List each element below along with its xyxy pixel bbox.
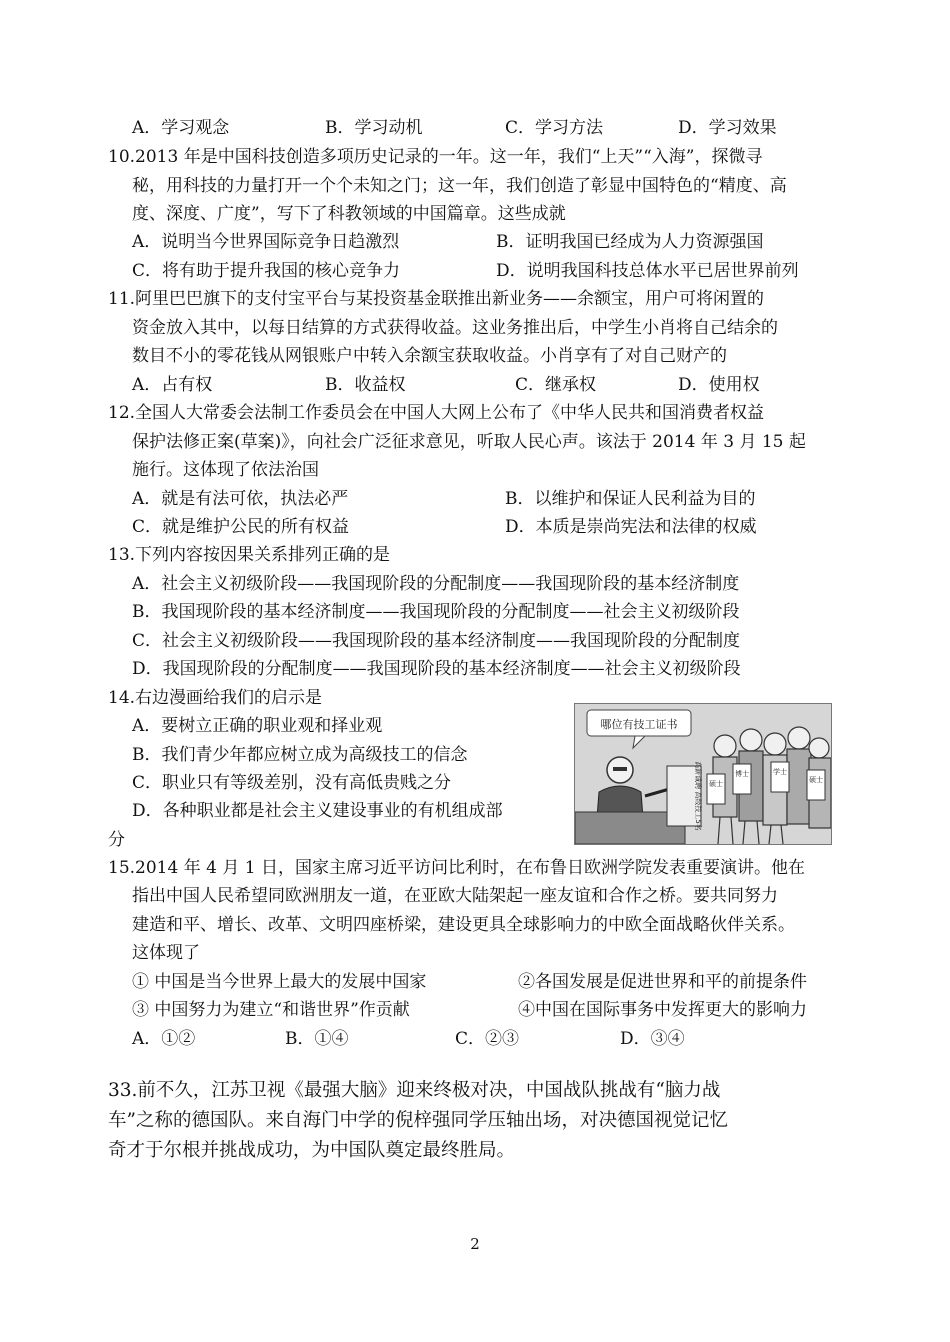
q13-stem: 13.下列内容按因果关系排列正确的是 — [108, 545, 391, 565]
q9-option-b: B．学习动机 — [325, 118, 423, 138]
q12-option-a: A．就是有法可依，执法必严 — [132, 489, 349, 509]
q13-option-a: A．社会主义初级阶段——我国现阶段的分配制度——我国现阶段的基本经济制度 — [132, 574, 740, 594]
q13-option-b: B．我国现阶段的基本经济制度——我国现阶段的分配制度——社会主义初级阶段 — [132, 602, 740, 622]
q15-statement-4: ④中国在国际事务中发挥更大的影响力 — [518, 1000, 807, 1020]
q10-option-b: B．证明我国已经成为人力资源强国 — [496, 232, 764, 252]
q33-line-3: 奇才于尔根并挑战成功，为中国队奠定最终胜局。 — [108, 1140, 516, 1161]
q15-statement-1: ① 中国是当今世界上最大的发展中国家 — [132, 972, 427, 992]
q12-stem-line-1: 12.全国人大常委会法制工作委员会在中国人大网上公布了《中华人民共和国消费者权益 — [108, 403, 765, 423]
q12-stem-line-2: 保护法修正案(草案)》，向社会广泛征求意见，听取人民心声。该法于 2014 年 3 月 15 起 — [132, 432, 806, 452]
q11-option-c: C．继承权 — [515, 375, 597, 395]
q13-option-c: C．社会主义初级阶段——我国现阶段的基本经济制度——我国现阶段的分配制度 — [132, 631, 741, 651]
q15-option-c: C．②③ — [455, 1029, 520, 1049]
q14-option-a: A．要树立正确的职业观和择业观 — [132, 716, 383, 736]
cartoon-sign-text: 高薪诚聘 高级技工5名 — [694, 761, 702, 831]
q12-option-d: D．本质是崇尚宪法和法律的权威 — [505, 517, 757, 537]
q15-stem-line-1: 15.2014 年 4 月 1 日，国家主席习近平访问比利时，在布鲁日欧洲学院发表重要演讲。他在 — [108, 858, 805, 878]
cartoon-tag-4: 硕士 — [809, 776, 823, 784]
q14-option-d-wrap: 分 — [108, 830, 125, 850]
q12-stem-line-3: 施行。这体现了依法治国 — [132, 460, 319, 480]
q10-stem-line-3: 度、深度、广度”，写下了科教领域的中国篇章。这些成就 — [132, 204, 566, 224]
cartoon-tag-3: 学士 — [773, 768, 787, 776]
q15-stem-line-2: 指出中国人民希望同欧洲朋友一道，在亚欧大陆架起一座友谊和合作之桥。要共同努力 — [132, 886, 778, 906]
q14-option-b: B．我们青少年都应树立成为高级技工的信念 — [132, 745, 468, 765]
q12-option-b: B．以维护和保证人民利益为目的 — [505, 489, 756, 509]
cartoon-bubble-text: 哪位有技工证书 — [600, 718, 678, 731]
q9-option-d: D．学习效果 — [678, 118, 777, 138]
q15-stem-line-4: 这体现了 — [132, 943, 200, 963]
q11-option-a: A．占有权 — [132, 375, 213, 395]
q9-option-c: C．学习方法 — [505, 118, 604, 138]
q15-stem-line-3: 建造和平、增长、改革、文明四座桥梁，建设更具全球影响力的中欧全面战略伙伴关系。 — [132, 915, 795, 935]
q10-option-a: A．说明当今世界国际竞争日趋激烈 — [132, 232, 400, 252]
q11-option-b: B．收益权 — [325, 375, 406, 395]
q15-option-b: B．①④ — [285, 1029, 349, 1049]
q14-option-d: D．各种职业都是社会主义建设事业的有机组成部 — [132, 801, 503, 821]
q11-option-d: D．使用权 — [678, 375, 760, 395]
cartoon-tag-1: 硕士 — [709, 780, 723, 788]
q10-option-c: C．将有助于提升我国的核心竞争力 — [132, 261, 401, 281]
q13-option-d: D．我国现阶段的分配制度——我国现阶段的基本经济制度——社会主义初级阶段 — [132, 659, 741, 679]
q15-option-d: D．③④ — [620, 1029, 685, 1049]
q15-option-a: A．①② — [132, 1029, 196, 1049]
q10-option-d: D．说明我国科技总体水平已居世界前列 — [496, 261, 799, 281]
cartoon-image — [574, 703, 832, 845]
q14-option-c: C．职业只有等级差别，没有高低贵贱之分 — [132, 773, 452, 793]
q11-stem-line-1: 11.阿里巴巴旗下的支付宝平台与某投资基金联推出新业务——余额宝，用户可将闲置的 — [108, 289, 765, 309]
q33-line-1: 33.前不久，江苏卫视《最强大脑》迎来终极对决，中国战队挑战有“脑力战 — [108, 1080, 721, 1101]
q9-option-a: A．学习观念 — [132, 118, 230, 138]
q10-stem-line-2: 秘，用科技的力量打开一个个未知之门；这一年，我们创造了彰显中国特色的“精度、高 — [132, 176, 787, 196]
q11-stem-line-3: 数目不小的零花钱从网银账户中转入余额宝获取收益。小肖享有了对自己财产的 — [132, 346, 727, 366]
q11-stem-line-2: 资金放入其中，以每日结算的方式获得收益。这业务推出后，中学生小肖将自己结余的 — [132, 318, 778, 338]
q33-line-2: 车”之称的德国队。来自海门中学的倪梓强同学压轴出场，对决德国视觉记忆 — [108, 1110, 728, 1131]
q12-option-c: C．就是维护公民的所有权益 — [132, 517, 350, 537]
q14-stem: 14.右边漫画给我们的启示是 — [108, 688, 323, 708]
q15-statement-3: ③ 中国努力为建立“和谐世界”作贡献 — [132, 1000, 410, 1020]
page-number: 2 — [470, 1235, 480, 1253]
q15-statement-2: ②各国发展是促进世界和平的前提条件 — [518, 972, 807, 992]
cartoon-tag-2: 博士 — [735, 770, 749, 778]
q10-stem-line-1: 10.2013 年是中国科技创造多项历史记录的一年。这一年，我们“上天”“入海”，探微寻 — [108, 147, 763, 167]
